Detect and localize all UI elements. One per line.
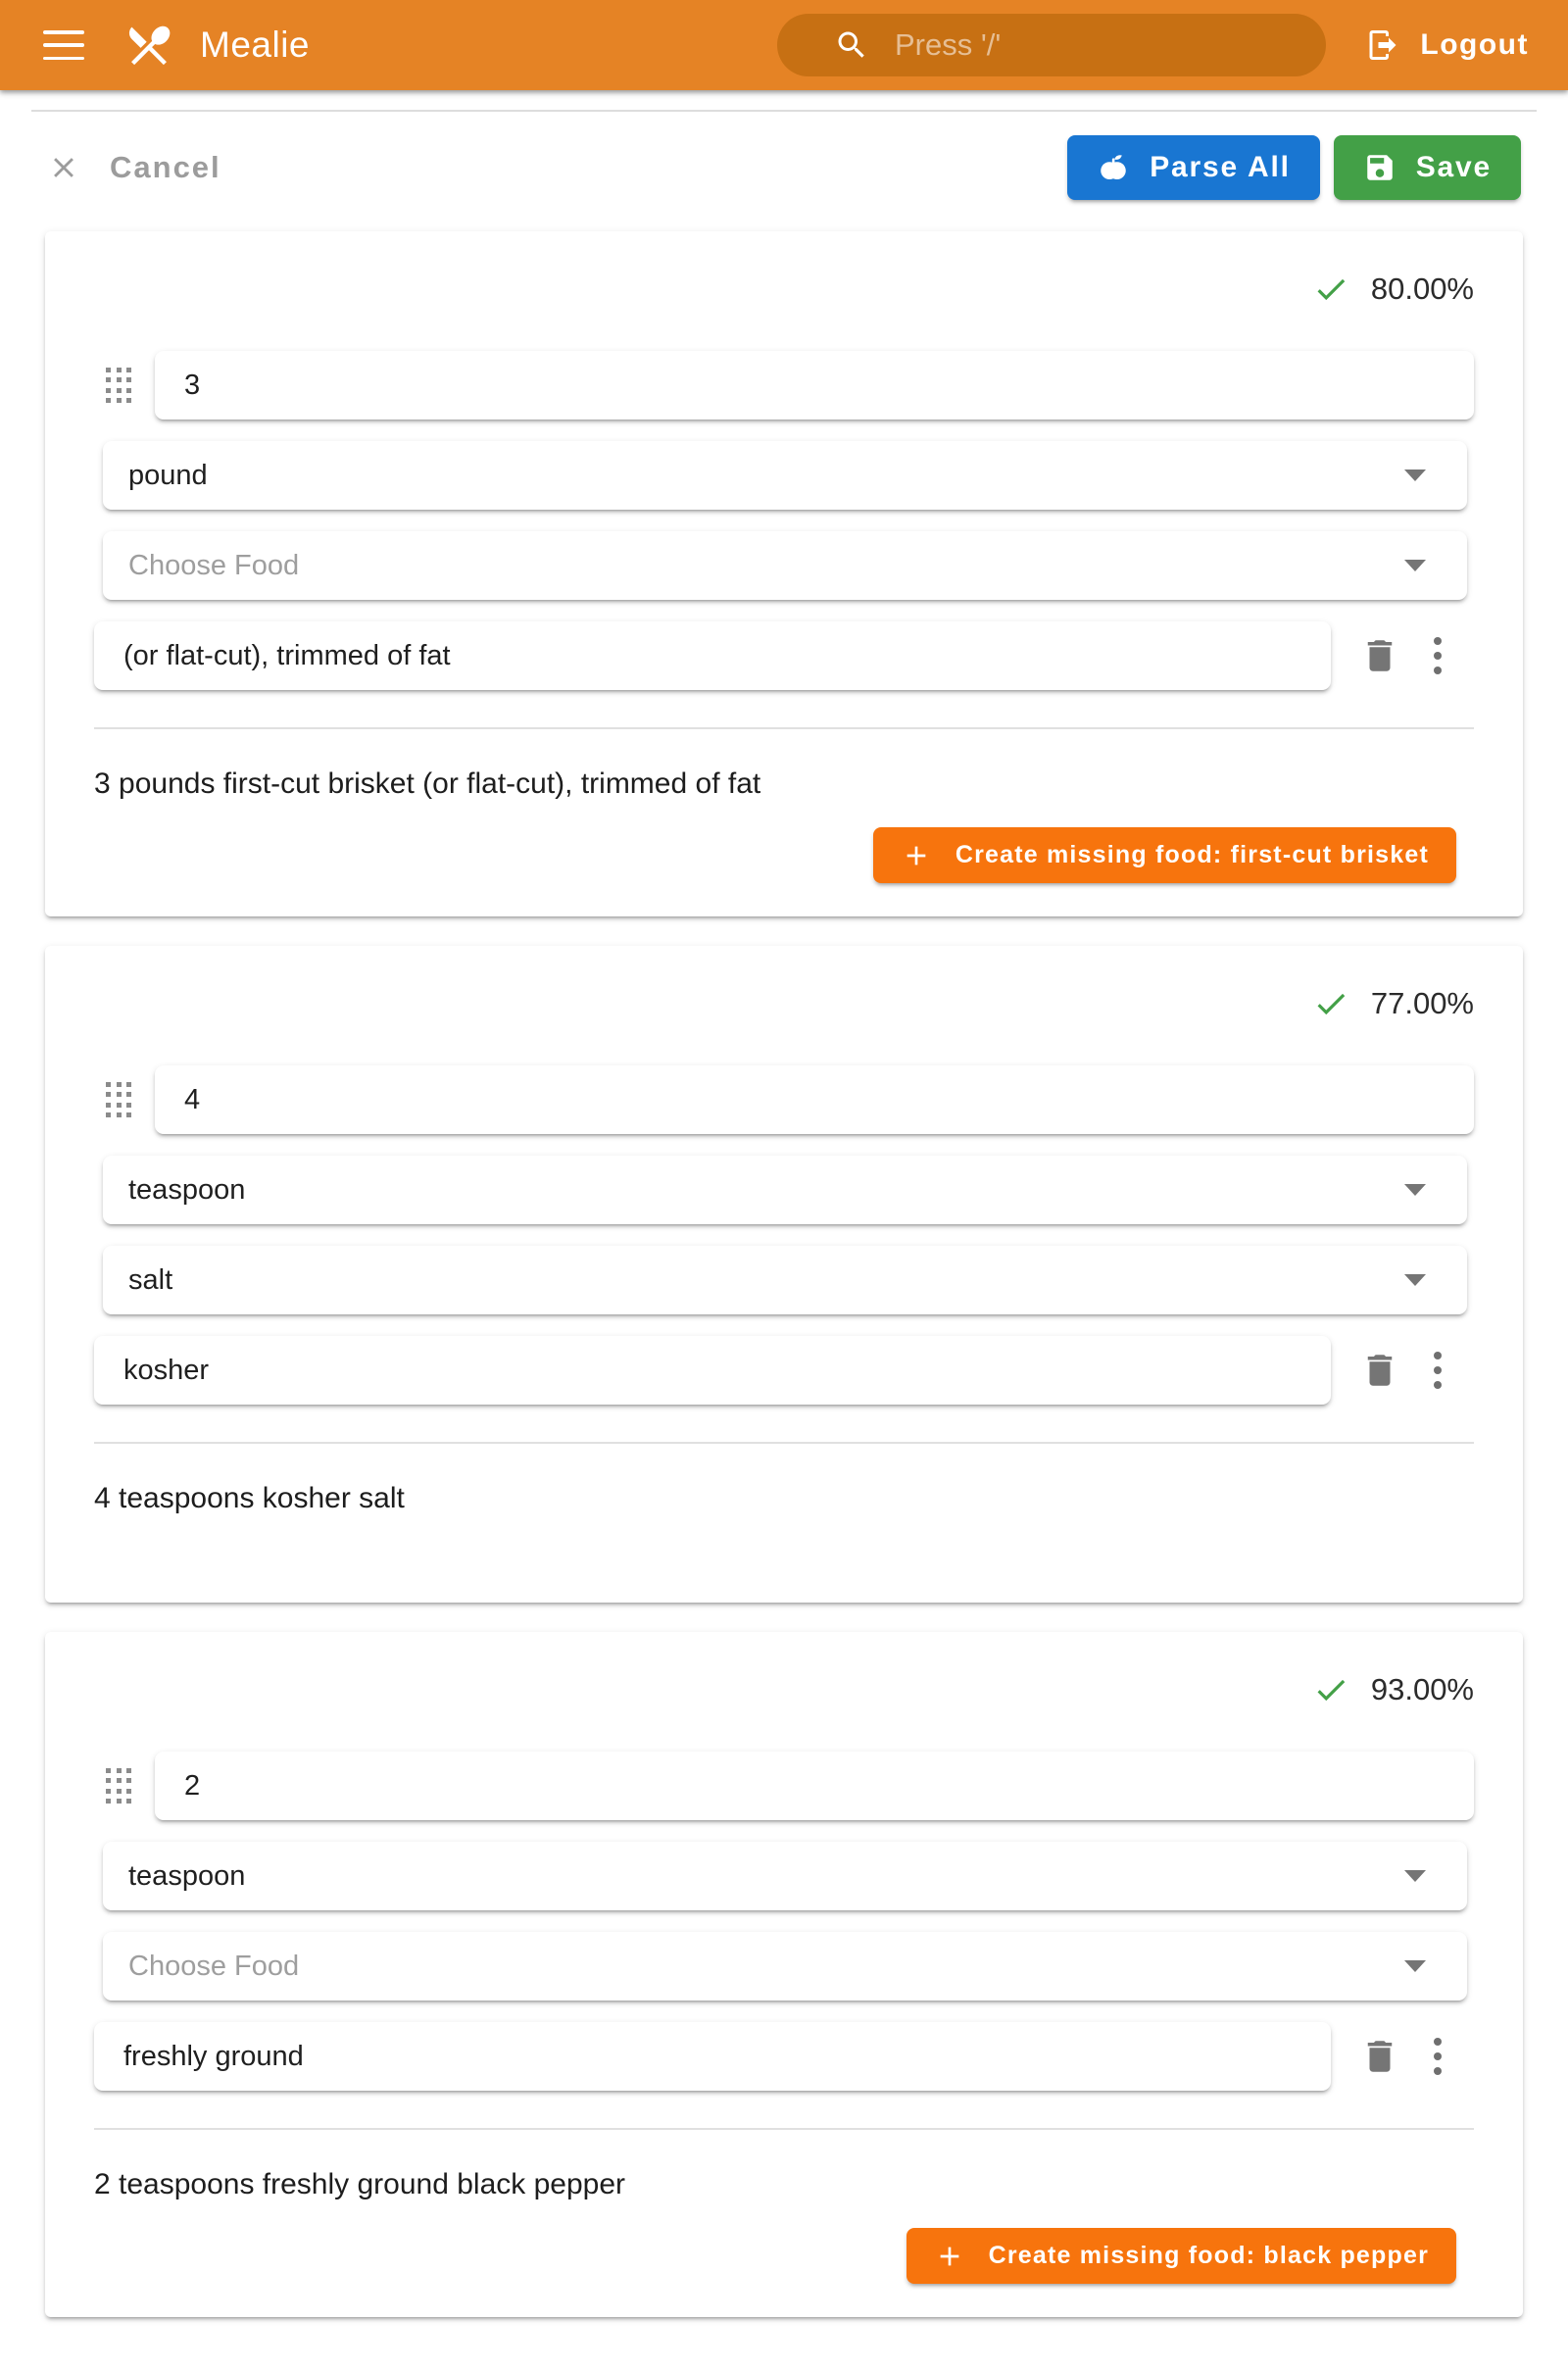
card-divider bbox=[94, 2128, 1474, 2130]
drag-handle[interactable] bbox=[106, 1082, 132, 1118]
search-bar[interactable] bbox=[777, 14, 1326, 76]
note-input[interactable] bbox=[94, 640, 1331, 672]
unit-select[interactable] bbox=[103, 441, 1467, 510]
amount-field bbox=[155, 1065, 1474, 1134]
unit-select-value: teaspoon bbox=[128, 1859, 246, 1892]
amount-field bbox=[155, 1752, 1474, 1820]
search-icon bbox=[834, 27, 869, 63]
trash-icon bbox=[1359, 635, 1400, 676]
delete-button[interactable] bbox=[1359, 635, 1400, 676]
amount-input[interactable] bbox=[155, 1770, 1474, 1803]
confidence-value: 77.00% bbox=[1370, 986, 1474, 1020]
food-select[interactable] bbox=[103, 1932, 1467, 2001]
kebab-icon bbox=[1434, 1352, 1442, 1359]
plus-icon bbox=[901, 840, 932, 871]
confidence-value: 80.00% bbox=[1370, 272, 1474, 306]
chevron-down-icon bbox=[1404, 469, 1426, 481]
ingredient-summary: 2 teaspoons freshly ground black pepper bbox=[94, 2168, 626, 2200]
check-icon bbox=[1312, 271, 1349, 308]
ingredient-card bbox=[45, 1632, 1523, 2317]
cancel-button[interactable] bbox=[47, 150, 221, 185]
food-select[interactable] bbox=[103, 1246, 1467, 1314]
unit-select[interactable] bbox=[103, 1842, 1467, 1910]
save-label: Save bbox=[1415, 151, 1492, 183]
note-field bbox=[94, 621, 1331, 690]
chevron-down-icon bbox=[1404, 1960, 1426, 1972]
chevron-down-icon bbox=[1404, 1184, 1426, 1196]
chevron-down-icon bbox=[1404, 1274, 1426, 1286]
create-missing-food-button[interactable] bbox=[873, 827, 1456, 883]
hamburger-menu-icon[interactable] bbox=[43, 30, 84, 60]
close-icon bbox=[47, 151, 80, 184]
delete-button[interactable] bbox=[1359, 1350, 1400, 1391]
drag-handle[interactable] bbox=[106, 368, 132, 404]
chevron-down-icon bbox=[1404, 560, 1426, 571]
logout-button[interactable] bbox=[1365, 27, 1529, 63]
confidence-badge bbox=[45, 1632, 1523, 1708]
food-select-placeholder: Choose Food bbox=[128, 1950, 300, 1982]
parse-all-button[interactable] bbox=[1067, 135, 1320, 200]
save-button[interactable] bbox=[1334, 135, 1521, 200]
app-title: Mealie bbox=[200, 25, 310, 65]
drag-handle[interactable] bbox=[106, 1768, 132, 1804]
check-icon bbox=[1312, 985, 1349, 1022]
ingredient-summary: 3 pounds first-cut brisket (or flat-cut), trimmed of fat bbox=[94, 767, 761, 800]
apple-icon bbox=[1097, 151, 1130, 184]
chevron-down-icon bbox=[1404, 1870, 1426, 1882]
confidence-badge bbox=[45, 946, 1523, 1022]
app-bar bbox=[0, 0, 1568, 90]
create-missing-food-label: Create missing food: black pepper bbox=[988, 2242, 1429, 2269]
editor-toolbar bbox=[47, 133, 1521, 202]
card-divider bbox=[94, 1442, 1474, 1444]
check-icon bbox=[1312, 1671, 1349, 1708]
note-input[interactable] bbox=[94, 2041, 1331, 2073]
amount-input[interactable] bbox=[155, 1084, 1474, 1116]
amount-input[interactable] bbox=[155, 370, 1474, 402]
unit-select-value: teaspoon bbox=[128, 1173, 246, 1206]
food-select-placeholder: Choose Food bbox=[128, 549, 300, 581]
delete-button[interactable] bbox=[1359, 2036, 1400, 2077]
plus-icon bbox=[934, 2241, 965, 2272]
note-input[interactable] bbox=[94, 1355, 1331, 1387]
logout-icon bbox=[1365, 27, 1400, 63]
parse-all-label: Parse All bbox=[1150, 151, 1291, 183]
note-field bbox=[94, 2022, 1331, 2091]
cancel-label: Cancel bbox=[110, 150, 221, 184]
confidence-value: 93.00% bbox=[1370, 1672, 1474, 1706]
note-field bbox=[94, 1336, 1331, 1405]
confidence-badge bbox=[45, 231, 1523, 308]
save-icon bbox=[1363, 151, 1396, 184]
search-input[interactable] bbox=[895, 27, 1298, 63]
kebab-icon bbox=[1434, 2038, 1442, 2046]
amount-field bbox=[155, 351, 1474, 420]
ingredient-card bbox=[45, 231, 1523, 916]
card-divider bbox=[94, 727, 1474, 729]
kebab-icon bbox=[1434, 637, 1442, 645]
more-options-button[interactable] bbox=[1430, 1348, 1446, 1393]
unit-select[interactable] bbox=[103, 1156, 1467, 1224]
food-select-value: salt bbox=[128, 1263, 173, 1296]
app-logo-icon bbox=[123, 20, 174, 71]
logout-label: Logout bbox=[1420, 28, 1529, 61]
trash-icon bbox=[1359, 2036, 1400, 2077]
ingredient-summary: 4 teaspoons kosher salt bbox=[94, 1482, 405, 1514]
more-options-button[interactable] bbox=[1430, 2034, 1446, 2079]
more-options-button[interactable] bbox=[1430, 633, 1446, 678]
create-missing-food-label: Create missing food: first-cut brisket bbox=[955, 841, 1429, 868]
ingredient-card bbox=[45, 946, 1523, 1603]
header-divider bbox=[31, 110, 1537, 112]
create-missing-food-button[interactable] bbox=[906, 2228, 1456, 2284]
trash-icon bbox=[1359, 1350, 1400, 1391]
unit-select-value: pound bbox=[128, 459, 208, 491]
food-select[interactable] bbox=[103, 531, 1467, 600]
